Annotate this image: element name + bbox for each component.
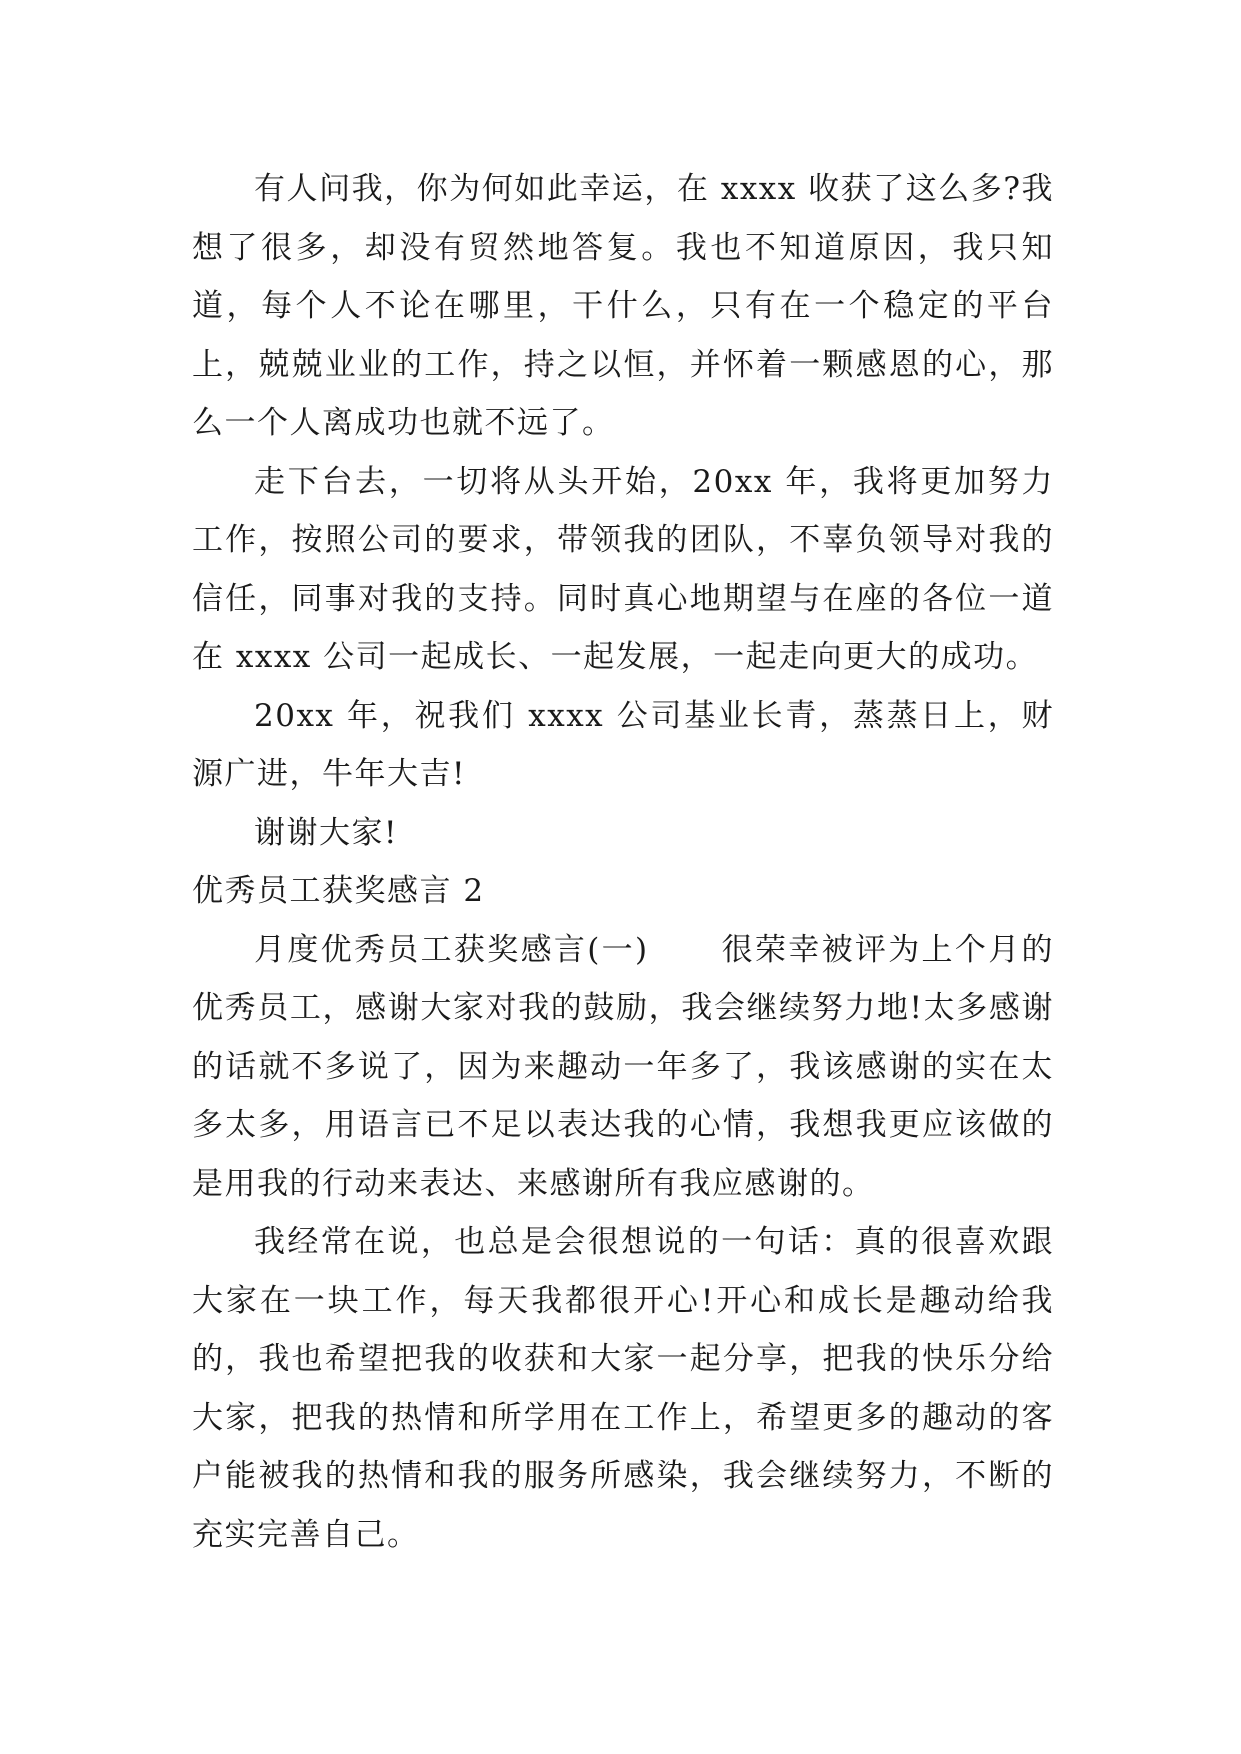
- paragraph-new-year-wishes: 20xx 年，祝我们 xxxx 公司基业长青，蒸蒸日上，财源广进，牛年大吉!: [192, 697, 1054, 792]
- paragraph-closing: 我经常在说，也总是会很想说的一句话：真的很喜欢跟大家在一块工作，每天我都很开心!开心和成长是趣动给我的，我也希望把我的收获和大家一起分享，把我的快乐分给大家，把我的热情和所学用在工作上，希望更多的趣动的客户能被我的热情和我的服务所感染，我会继续努力，不断的充实完善自己。: [192, 1224, 1054, 1553]
- paragraph-gratitude: 有人问我，你为何如此幸运，在 xxxx 收获了这么多?我想了很多，却没有贸然地答复。我也不知道原因，我只知道，每个人不论在哪里，干什么，只有在一个稳定的平台上，兢兢业业的工作，持之以恒，并怀着一颗感恩的心，那么一个人离成功也就不远了。: [192, 171, 1054, 441]
- subheading-gap: [649, 932, 722, 968]
- paragraph-monthly-award: [192, 921, 1054, 1214]
- paragraph-thanks: 谢谢大家!: [254, 814, 398, 851]
- paragraph-monthly-award-text: 很荣幸被评为上个月的优秀员工，感谢大家对我的鼓励，我会继续努力地!太多感谢的话就不多说了，因为来趣动一年多了，我该感谢的实在太多太多，用语言已不足以表达我的心情，我想我更应该做的是用我的行动来表达、来感谢所有我应感谢的。: [192, 931, 1055, 1202]
- document-body: [192, 160, 1054, 1564]
- section-heading: 优秀员工获奖感言 2: [192, 873, 485, 909]
- subheading-intro: 月度优秀员工获奖感言(一): [254, 931, 649, 968]
- paragraph-future-plans: 走下台去，一切将从头开始，20xx 年，我将更加努力工作，按照公司的要求，带领我的团队，不辜负领导对我的信任，同事对我的支持。同时真心地期望与在座的各位一道在 xxxx 公司一起成长、一起发展，一起走向更大的成功。: [192, 463, 1054, 675]
